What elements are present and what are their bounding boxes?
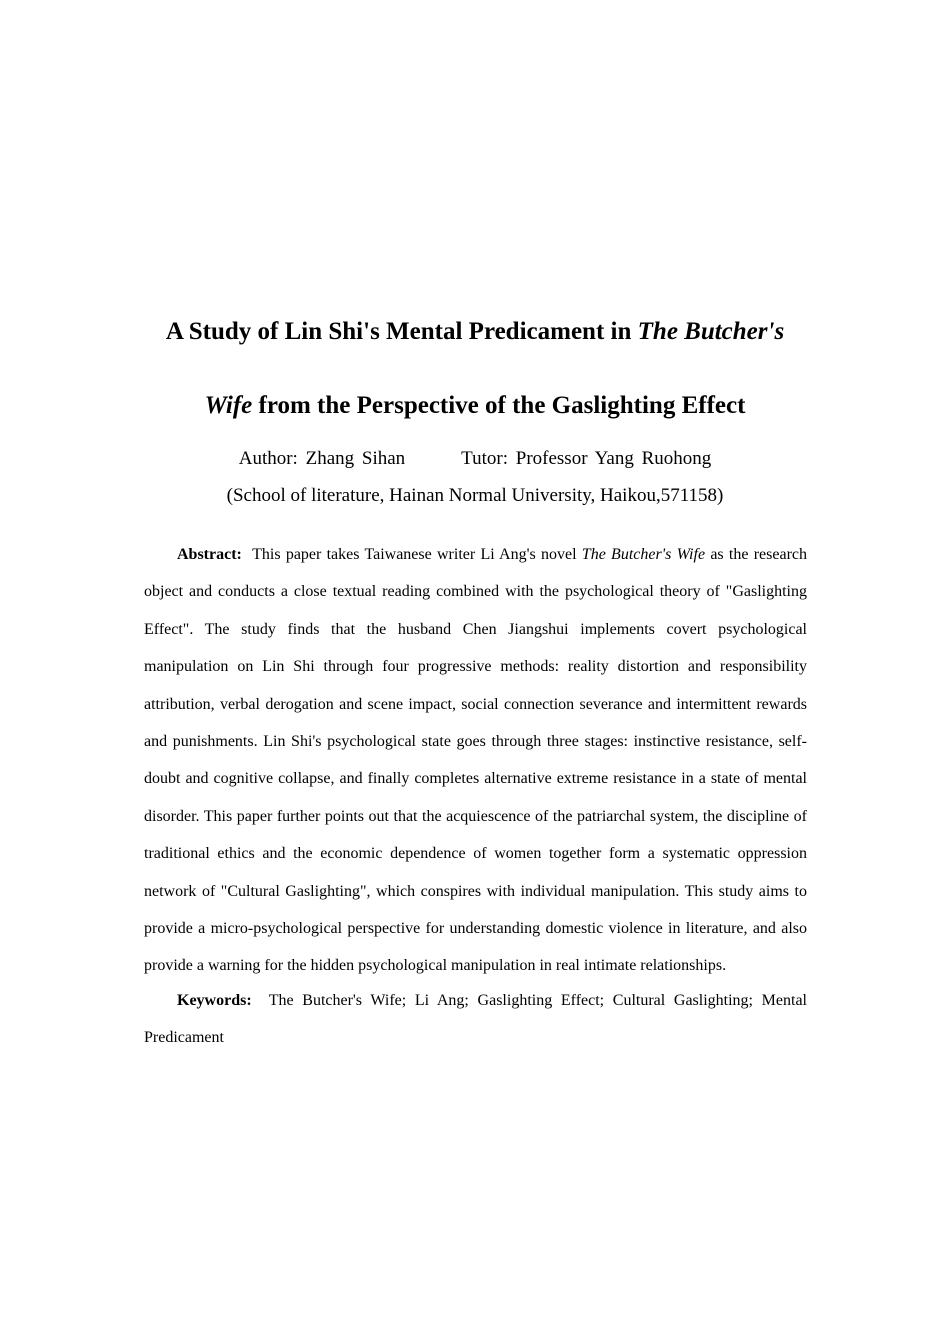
byline — [0, 446, 950, 472]
author-label: Author: — [238, 448, 298, 469]
affiliation: (School of literature, Hainan Normal University, Haikou,571158) — [226, 485, 724, 506]
abstract-book-title: The Butcher's Wife — [581, 546, 706, 563]
abstract-label: Abstract: — [177, 546, 242, 563]
title-book-name-continued: Wife — [204, 392, 253, 419]
title-book-name: The Butcher's — [637, 318, 785, 345]
title-text-continued: from the Perspective of the Gaslighting Effect — [252, 392, 746, 419]
abstract-paragraph — [144, 536, 807, 985]
keywords-label: Keywords: — [177, 992, 252, 1009]
keywords-text: The Butcher's Wife; Li Ang; Gaslighting Effect; Cultural Gaslighting; Mental Predicament — [144, 992, 807, 1046]
abstract-text-body: as the research object and conducts a close textual reading combined with the psychological theory of "Gaslighting Effect". The study finds that the husband Chen Jiangshui implements covert psychological manipulation on Lin Shi through four progressive methods: reality distortion and responsibility attribution, verbal derogation and scene impact, social connection severance and intermittent rewards and punishments. Lin Shi's psychological state goes through three stages: instinctive resistance, self-doubt and cognitive collapse, and finally completes alternative extreme resistance in a state of mental disorder. This paper further points out that the acquiescence of the patriarchal system, the discipline of traditional ethics and the economic dependence of women together form a systematic oppression network of "Cultural Gaslighting", which conspires with individual manipulation. This study aims to provide a micro-psychological perspective for understanding domestic violence in literature, and also provide a warning for the hidden psychological manipulation in real intimate relationships. — [144, 546, 808, 975]
tutor-label: Tutor: — [461, 448, 508, 469]
abstract-text-start: This paper takes Taiwanese writer Li Ang's novel — [252, 546, 582, 563]
paper-title-line-2 — [0, 391, 950, 421]
paper-title-line-1 — [0, 317, 950, 347]
keywords-paragraph — [144, 982, 807, 1056]
tutor-name: Professor Yang Ruohong — [515, 448, 712, 469]
author-name: Zhang Sihan — [305, 448, 406, 469]
title-text: A Study of Lin Shi's Mental Predicament in — [165, 318, 638, 345]
